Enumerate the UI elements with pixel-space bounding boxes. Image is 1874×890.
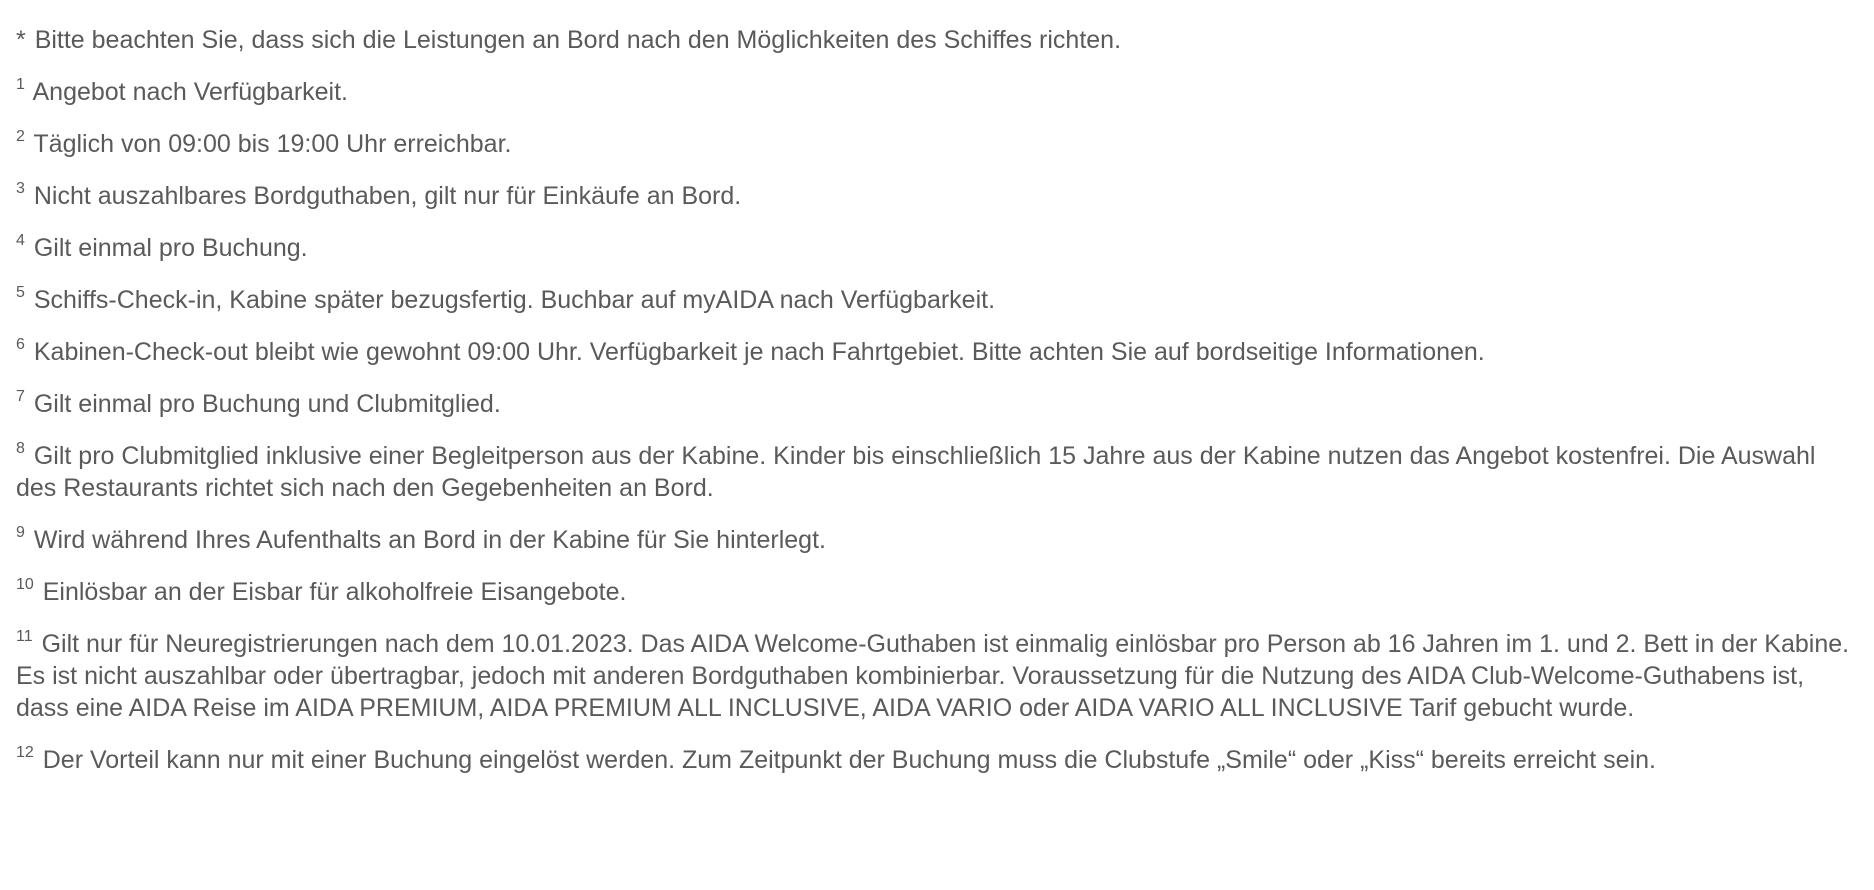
footnote-marker: 8 bbox=[16, 439, 25, 457]
footnote-marker: 10 bbox=[16, 575, 34, 593]
footnote-5 bbox=[16, 284, 1858, 316]
footnote-9 bbox=[16, 524, 1858, 556]
footnote-text: Bitte beachten Sie, dass sich die Leistungen an Bord nach den Möglichkeiten des Schiffes richten. bbox=[34, 26, 1122, 54]
footnote-marker: 5 bbox=[16, 283, 25, 301]
footnote-12 bbox=[16, 744, 1858, 776]
footnote-text: Kabinen-Check-out bleibt wie gewohnt 09:00 Uhr. Verfügbarkeit je nach Fahrtgebiet. Bitte achten Sie auf bordseitige Informationen. bbox=[33, 338, 1485, 366]
footnote-2 bbox=[16, 128, 1858, 160]
footnote-marker: 6 bbox=[16, 335, 25, 353]
footnote-text: Gilt nur für Neuregistrierungen nach dem 10.01.2023. Das AIDA Welcome-Guthaben ist einmalig einlösbar pro Person ab 16 Jahren im 1. und 2. Bett in der Kabine. Es ist nicht auszahlbar oder übertragbar, jedoch mit anderen Bordguthaben kombinierbar. Voraussetzung für die Nutzung des AIDA Club-Welcome-Guthabens ist, dass eine AIDA Reise im AIDA PREMIUM, AIDA PREMIUM ALL INCLUSIVE, AIDA VARIO oder AIDA VARIO ALL INCLUSIVE Tarif gebucht wurde. bbox=[16, 630, 1850, 722]
footnote-text: Gilt pro Clubmitglied inklusive einer Begleitperson aus der Kabine. Kinder bis einschließlich 15 Jahre aus der Kabine nutzen das Angebot kostenfrei. Die Auswahl des Restaurants richtet sich nach den Gegebenheiten an Bord. bbox=[16, 442, 1816, 502]
footnote-text: Gilt einmal pro Buchung. bbox=[33, 234, 308, 262]
footnote-text: Angebot nach Verfügbarkeit. bbox=[32, 78, 348, 106]
footnote-marker: 3 bbox=[16, 179, 25, 197]
footnote-1 bbox=[16, 76, 1858, 108]
footnotes-list bbox=[16, 24, 1858, 796]
footnote-marker: 2 bbox=[16, 127, 25, 145]
footnote-text: Wird während Ihres Aufenthalts an Bord in der Kabine für Sie hinterlegt. bbox=[33, 526, 826, 554]
footnote-marker: 1 bbox=[16, 75, 25, 93]
footnote-marker: 4 bbox=[16, 231, 25, 249]
footnote-text: Nicht auszahlbares Bordguthaben, gilt nur für Einkäufe an Bord. bbox=[33, 182, 742, 210]
footnote-text: Täglich von 09:00 bis 19:00 Uhr erreichbar. bbox=[33, 130, 512, 158]
footnote-4 bbox=[16, 232, 1858, 264]
footnote-text: Der Vorteil kann nur mit einer Buchung eingelöst werden. Zum Zeitpunkt der Buchung muss die Clubstufe „Smile“ oder „Kiss“ bereits erreicht sein. bbox=[42, 746, 1656, 774]
footnote-marker: 11 bbox=[16, 627, 33, 645]
footnote-marker: 9 bbox=[16, 523, 25, 541]
footnote-text: Gilt einmal pro Buchung und Clubmitglied. bbox=[33, 390, 501, 418]
footnote-asterisk bbox=[16, 24, 1858, 56]
footnote-marker: * bbox=[16, 26, 26, 54]
footnote-text: Einlösbar an der Eisbar für alkoholfreie Eisangebote. bbox=[42, 578, 627, 606]
footnote-6 bbox=[16, 336, 1858, 368]
footnote-10 bbox=[16, 576, 1858, 608]
footnote-8 bbox=[16, 440, 1858, 504]
footnote-text: Schiffs-Check-in, Kabine später bezugsfertig. Buchbar auf myAIDA nach Verfügbarkeit. bbox=[33, 286, 996, 314]
footnote-11 bbox=[16, 628, 1858, 724]
footnote-3 bbox=[16, 180, 1858, 212]
footnote-7 bbox=[16, 388, 1858, 420]
footnote-marker: 7 bbox=[16, 387, 25, 405]
footnote-marker: 12 bbox=[16, 743, 34, 761]
